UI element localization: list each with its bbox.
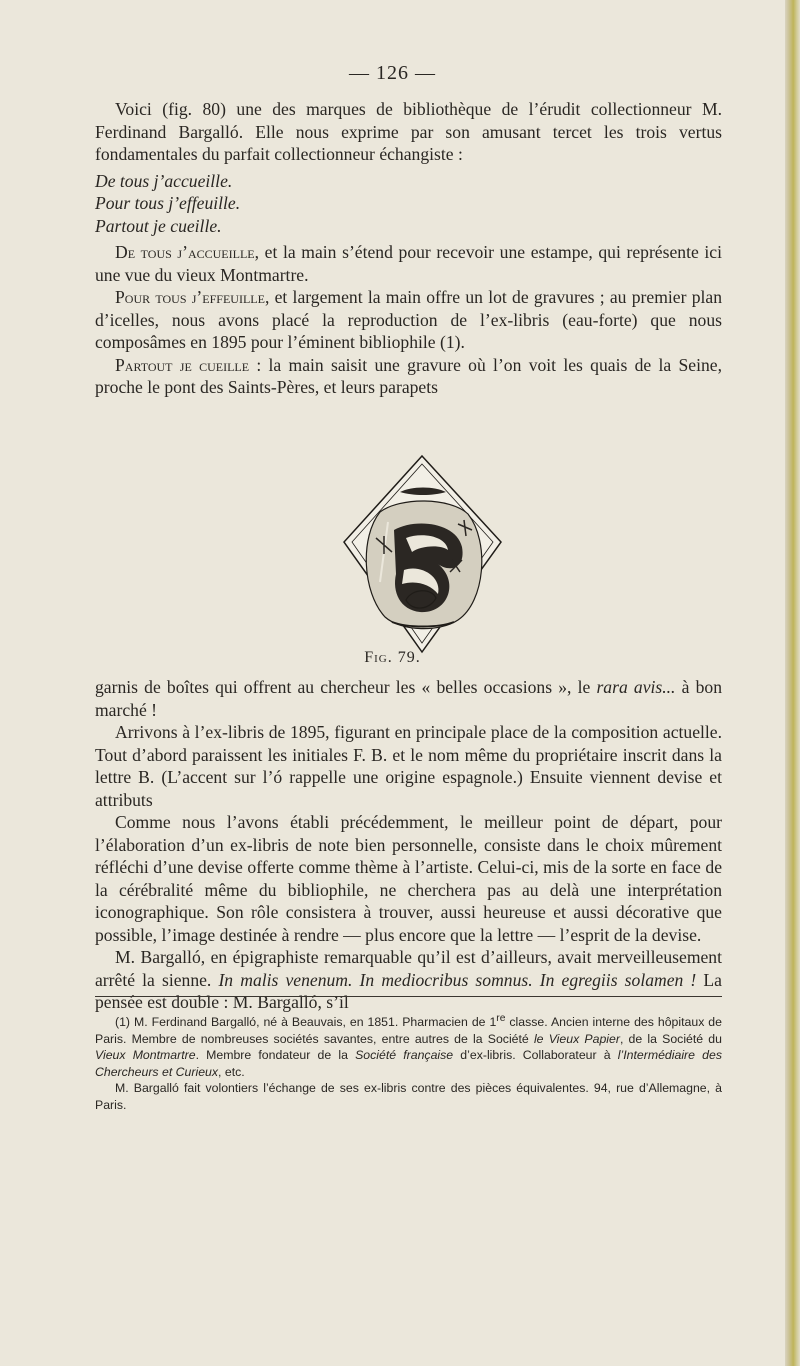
tail-garnis: à bon marché ! xyxy=(95,677,722,720)
fn-text-6: , etc. xyxy=(218,1064,245,1079)
footnote-2: M. Bargalló fait volontiers l’échange de ses ex-libris contre des pièces équivalentes. 94, rue d’Allemagne, à Paris. xyxy=(95,1081,722,1112)
fn-text-3: , de la Société du xyxy=(619,1031,722,1046)
lead-de-tous: De tous j’accueille, xyxy=(115,242,259,262)
verse-line-3: Partout je cueille. xyxy=(95,215,222,236)
paragraph-pour-tous xyxy=(95,286,722,354)
footnote-1 xyxy=(95,1011,722,1080)
rara-avis: rara avis... xyxy=(596,677,676,697)
text-de-tous: et la main s’étend pour recevoir une estampe, qui représente ici une vue du vieux Montmartre. xyxy=(95,242,722,285)
fn-italic-4: l’Intermédiaire des Chercheurs et Curieux xyxy=(95,1048,722,1079)
text-garnis: garnis de boîtes qui offrent au chercheur les « belles occasions », le xyxy=(95,677,597,697)
text-bargallo: M. Bargalló, en épigraphiste remarquable qu’il est d’ailleurs, avait merveilleusement arrêté la sienne. xyxy=(95,947,722,990)
fn-text-1: (1) M. Ferdinand Bargalló, né à Beauvais, en 1851. Pharmacien de 1 xyxy=(115,1015,497,1030)
figure-caption: Fig. 79. xyxy=(364,649,421,666)
verse-line-1: De tous j’accueille. xyxy=(95,170,233,191)
paragraph-bargallo xyxy=(95,946,722,1014)
ex-libris-figure xyxy=(340,452,505,658)
footnote-rule xyxy=(95,996,722,997)
body-text-bottom xyxy=(95,676,722,1014)
page-number: — 126 — xyxy=(349,62,436,84)
fn-text-5: d’ex-libris. Collaborateur à xyxy=(453,1048,618,1063)
verse-line-2: Pour tous j’effeuille. xyxy=(95,193,241,213)
intro-paragraph: Voici (fig. 80) une des marques de bibliothèque de l’érudit collectionneur M. Ferdinand Bargalló. Elle nous exprime par son amusant tercet les trois vertus fondamentales du parfait collectionneur échangiste : xyxy=(95,99,722,164)
text-pour-tous: et largement la main offre un lot de gravures ; au premier plan d’icelles, nous avons placé la reproduction de l’ex-libris (eau-forte) que nous composâmes en 1895 pour l’éminent bibliophile (1). xyxy=(95,287,722,352)
page-edge xyxy=(785,0,800,1366)
paragraph-arrivons: Arrivons à l’ex-libris de 1895, figurant en principale place de la composition actuelle. Tout d’abord paraissent les initiales F. B. et le nom même du propriétaire inscrit dans la lettre B. (L’accent sur l’ó rappelle une origine espagnole.) Ensuite viennent devise et attributs xyxy=(95,722,722,810)
footnote xyxy=(95,1011,722,1113)
paragraph-comme-nous: Comme nous l’avons établi précédemment, le meilleur point de départ, pour l’élaboration d’un ex-libris de note bien personnelle, consiste dans le choix mûrement réfléchi d’une devise offerte comme thème à l’artiste. Celui-ci, mis de la sorte en face de la cérébralité même du bibliophile, ne cherchera pas au delà une interprétation iconographique. Son rôle consistera à trouver, aussi heureuse et aussi décorative que possible, l’image destinée à rendre — plus encore que la lettre — l’esprit de la devise. xyxy=(95,812,722,945)
fn-sup: re xyxy=(496,1013,506,1024)
paragraph-partout xyxy=(95,354,722,399)
paragraph-de-tous xyxy=(95,241,722,286)
lead-partout: Partout je cueille xyxy=(115,354,250,375)
fn-italic-3: Société française xyxy=(355,1048,454,1063)
body-text-top xyxy=(95,98,722,399)
tail-bargallo: La pensée est double : M. Bargalló, s’il xyxy=(95,969,722,1012)
text-partout: : la main saisit une gravure où l’on voit les quais de la Seine, proche le pont des Saints-Pères, et leurs parapets xyxy=(95,354,722,397)
lead-pour-tous: Pour tous j’effeuille, xyxy=(115,287,270,307)
fn-italic-1: le Vieux Papier xyxy=(533,1031,620,1046)
fn-text-2: classe. Ancien interne des hôpitaux de Paris. Membre de nombreuses sociétés savantes, entre autres de la Société xyxy=(95,1015,722,1046)
motto: In malis venenum. In mediocribus somnus. In egregiis solamen ! xyxy=(218,969,697,990)
fn-italic-2: Vieux Montmartre xyxy=(95,1048,196,1063)
fn-text-4: . Membre fondateur de la xyxy=(195,1048,356,1063)
paragraph-garnis xyxy=(95,676,722,721)
